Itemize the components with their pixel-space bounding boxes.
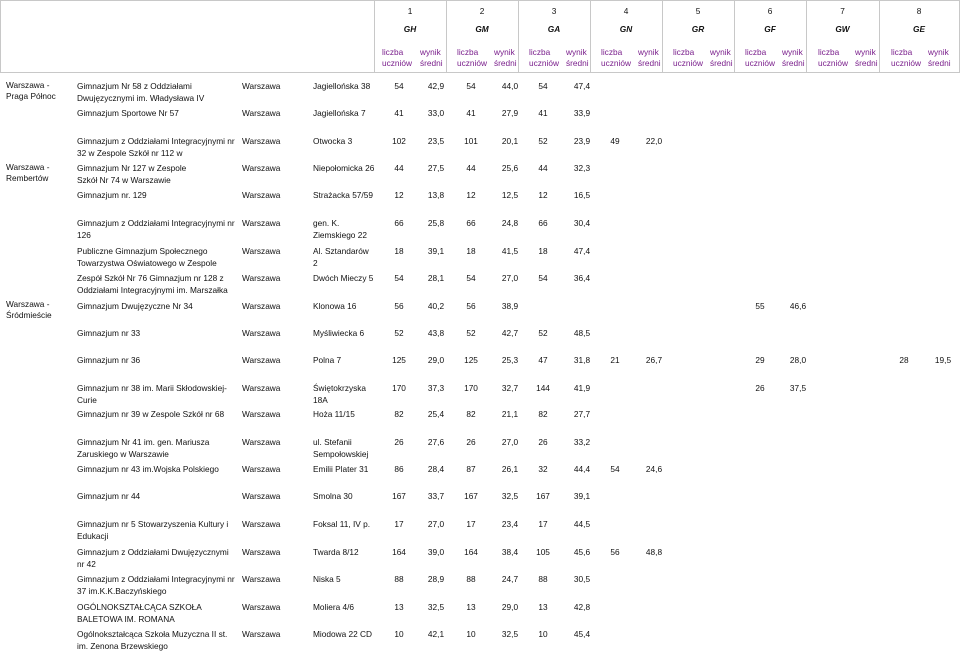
- address: Miodowa 22 CD: [313, 629, 373, 639]
- column-code: GR: [691, 24, 705, 34]
- average-score: 28,0: [789, 355, 807, 365]
- average-score: 32,3: [573, 163, 591, 173]
- address: Smolna 30: [313, 491, 353, 501]
- average-score: 38,4: [501, 547, 519, 557]
- students-count: 52: [538, 328, 548, 338]
- city: Warszawa: [242, 547, 281, 557]
- students-count: 52: [538, 136, 548, 146]
- average-score: 26,1: [501, 464, 519, 474]
- address: Jagiellońska 38: [313, 81, 371, 91]
- average-score: 25,6: [501, 163, 519, 173]
- students-count: 54: [394, 273, 404, 283]
- average-score: 45,4: [573, 629, 591, 639]
- average-score: 27,0: [501, 273, 519, 283]
- address: Hoża 11/15: [313, 409, 355, 419]
- average-score: 24,6: [645, 464, 663, 474]
- address: Polna 7: [313, 355, 342, 365]
- students-count: 44: [538, 163, 548, 173]
- sub-label-count: liczba uczniów: [382, 47, 412, 68]
- average-score: 27,0: [501, 437, 519, 447]
- city: Warszawa: [242, 163, 281, 173]
- address: ul. Stefanii Sempołowskiej: [313, 437, 369, 459]
- average-score: 16,5: [573, 190, 591, 200]
- school-name: Gimnazjum nr 44: [77, 491, 141, 501]
- average-score: 31,8: [573, 355, 591, 365]
- city: Warszawa: [242, 328, 281, 338]
- average-score: 13,8: [427, 190, 445, 200]
- school-name: Gimnazjum nr 38 im. Marii Skłodowskiej-Curie: [77, 383, 227, 405]
- students-count: 56: [394, 301, 404, 311]
- students-count: 13: [394, 602, 404, 612]
- students-count: 52: [466, 328, 476, 338]
- average-score: 41,9: [573, 383, 591, 393]
- average-score: 39,1: [427, 246, 445, 256]
- school-name: Gimnazjum z Oddziałami Dwujęzycznymi nr 42: [77, 547, 229, 569]
- average-score: 19,5: [934, 355, 952, 365]
- average-score: 23,4: [501, 519, 519, 529]
- average-score: 33,2: [573, 437, 591, 447]
- sub-label-count: liczba uczniów: [818, 47, 848, 68]
- average-score: 42,9: [427, 81, 445, 91]
- city: Warszawa: [242, 355, 281, 365]
- students-count: 101: [464, 136, 478, 146]
- average-score: 32,5: [501, 629, 519, 639]
- average-score: 29,0: [427, 355, 445, 365]
- students-count: 49: [610, 136, 620, 146]
- school-name: Gimnazjum z Oddziałami Integracyjnymi nr 126: [77, 218, 235, 240]
- average-score: 39,0: [427, 547, 445, 557]
- school-name: Gimnazjum Nr 127 w Zespole Szkół Nr 74 w Warszawie: [77, 163, 187, 185]
- city: Warszawa: [242, 437, 281, 447]
- school-name: Gimnazjum z Oddziałami Integracyjnymi nr 37 im.K.K.Baczyńskiego: [77, 574, 235, 596]
- students-count: 12: [538, 190, 548, 200]
- district-label: Warszawa - Rembertów: [6, 162, 50, 183]
- average-score: 26,7: [645, 355, 663, 365]
- students-count: 82: [394, 409, 404, 419]
- school-name: Gimnazjum nr 33: [77, 328, 141, 338]
- average-score: 48,8: [645, 547, 663, 557]
- students-count: 167: [464, 491, 478, 501]
- average-score: 28,1: [427, 273, 445, 283]
- district-label: Warszawa - Śródmieście: [6, 299, 52, 320]
- sub-label-score: wynik średni: [420, 47, 443, 68]
- sub-label-score: wynik średni: [494, 47, 517, 68]
- average-score: 24,8: [501, 218, 519, 228]
- city: Warszawa: [242, 383, 281, 393]
- students-count: 32: [538, 464, 548, 474]
- city: Warszawa: [242, 519, 281, 529]
- average-score: 30,5: [573, 574, 591, 584]
- students-count: 10: [538, 629, 548, 639]
- average-score: 27,6: [427, 437, 445, 447]
- students-count: 26: [538, 437, 548, 447]
- address: Myśliwiecka 6: [313, 328, 365, 338]
- students-count: 54: [394, 81, 404, 91]
- students-count: 18: [394, 246, 404, 256]
- students-count: 26: [466, 437, 476, 447]
- district-label: Warszawa - Praga Północ: [6, 80, 56, 101]
- sub-label-count: liczba uczniów: [601, 47, 631, 68]
- average-score: 27,7: [573, 409, 591, 419]
- average-score: 47,4: [573, 81, 591, 91]
- average-score: 48,5: [573, 328, 591, 338]
- students-count: 86: [394, 464, 404, 474]
- average-score: 42,8: [573, 602, 591, 612]
- school-name: Gimnazjum Dwujęzyczne Nr 34: [77, 301, 193, 311]
- school-name: Publiczne Gimnazjum Społecznego Towarzystwa Oświatowego w Zespole: [77, 246, 217, 268]
- average-score: 43,8: [427, 328, 445, 338]
- column-number: 1: [407, 6, 413, 16]
- average-score: 21,1: [501, 409, 519, 419]
- sub-label-score: wynik średni: [638, 47, 661, 68]
- students-count: 144: [536, 383, 550, 393]
- average-score: 41,5: [501, 246, 519, 256]
- school-name: Zespół Szkół Nr 76 Gimnazjum nr 128 z Oddziałami Integracyjnymi im. Marszałka: [77, 273, 228, 295]
- average-score: 45,6: [573, 547, 591, 557]
- city: Warszawa: [242, 491, 281, 501]
- students-count: 54: [466, 81, 476, 91]
- column-number: 2: [479, 6, 485, 16]
- column-number: 6: [767, 6, 773, 16]
- column-number: 4: [623, 6, 629, 16]
- students-count: 41: [538, 108, 548, 118]
- average-score: 29,0: [501, 602, 519, 612]
- school-name: OGÓLNOKSZTAŁCĄCA SZKOŁA BALETOWA IM. ROMANA: [77, 602, 202, 624]
- school-name: Ogólnokształcąca Szkoła Muzyczna II st. im. Zenona Brzewskiego: [77, 629, 228, 651]
- students-count: 82: [538, 409, 548, 419]
- average-score: 24,7: [501, 574, 519, 584]
- average-score: 22,0: [645, 136, 663, 146]
- students-count: 13: [466, 602, 476, 612]
- city: Warszawa: [242, 574, 281, 584]
- column-code: GA: [547, 24, 561, 34]
- students-count: 66: [394, 218, 404, 228]
- students-count: 29: [755, 355, 765, 365]
- students-count: 12: [466, 190, 476, 200]
- school-name: Gimnazjum nr. 129: [77, 190, 147, 200]
- school-name: Gimnazjum Nr 41 im. gen. Mariusza Zaruskiego w Warszawie: [77, 437, 210, 459]
- school-name: Gimnazjum Sportowe Nr 57: [77, 108, 179, 118]
- sub-label-score: wynik średni: [928, 47, 951, 68]
- students-count: 164: [392, 547, 406, 557]
- students-count: 12: [394, 190, 404, 200]
- students-count: 26: [394, 437, 404, 447]
- column-code: GN: [619, 24, 633, 34]
- students-count: 52: [394, 328, 404, 338]
- column-code: GE: [913, 24, 925, 34]
- address: gen. K. Ziemskiego 22: [313, 218, 367, 240]
- students-count: 18: [538, 246, 548, 256]
- column-number: 8: [916, 6, 922, 16]
- average-score: 44,5: [573, 519, 591, 529]
- students-count: 102: [392, 136, 406, 146]
- average-score: 30,4: [573, 218, 591, 228]
- students-count: 88: [538, 574, 548, 584]
- students-count: 164: [464, 547, 478, 557]
- sub-label-score: wynik średni: [710, 47, 733, 68]
- students-count: 28: [899, 355, 909, 365]
- address: Świętokrzyska 18A: [313, 383, 367, 405]
- students-count: 54: [610, 464, 620, 474]
- city: Warszawa: [242, 273, 281, 283]
- students-count: 88: [394, 574, 404, 584]
- city: Warszawa: [242, 464, 281, 474]
- students-count: 82: [466, 409, 476, 419]
- city: Warszawa: [242, 81, 281, 91]
- average-score: 25,3: [501, 355, 519, 365]
- address: Otwocka 3: [313, 136, 353, 146]
- students-count: 125: [464, 355, 478, 365]
- school-name: Gimnazjum nr 39 w Zespole Szkół nr 68: [77, 409, 225, 419]
- average-score: 25,8: [427, 218, 445, 228]
- students-count: 170: [464, 383, 478, 393]
- students-count: 44: [394, 163, 404, 173]
- students-count: 17: [394, 519, 404, 529]
- address: Moliera 4/6: [313, 602, 355, 612]
- students-count: 55: [755, 301, 765, 311]
- city: Warszawa: [242, 246, 281, 256]
- students-count: 17: [538, 519, 548, 529]
- city: Warszawa: [242, 602, 281, 612]
- column-number: 3: [551, 6, 557, 16]
- average-score: 32,7: [501, 383, 519, 393]
- students-count: 125: [392, 355, 406, 365]
- students-count: 17: [466, 519, 476, 529]
- average-score: 20,1: [501, 136, 519, 146]
- city: Warszawa: [242, 108, 281, 118]
- students-count: 167: [392, 491, 406, 501]
- average-score: 42,1: [427, 629, 445, 639]
- sub-label-count: liczba uczniów: [891, 47, 921, 68]
- column-code: GF: [764, 24, 776, 34]
- sub-label-count: liczba uczniów: [457, 47, 487, 68]
- students-count: 54: [538, 273, 548, 283]
- sub-label-count: liczba uczniów: [745, 47, 775, 68]
- average-score: 33,9: [573, 108, 591, 118]
- city: Warszawa: [242, 629, 281, 639]
- sub-label-score: wynik średni: [566, 47, 589, 68]
- address: Foksal 11, IV p.: [313, 519, 371, 529]
- address: Dwóch Mieczy 5: [313, 273, 374, 283]
- address: Niska 5: [313, 574, 341, 584]
- address: Twarda 8/12: [313, 547, 359, 557]
- sub-label-score: wynik średni: [782, 47, 805, 68]
- students-count: 21: [610, 355, 620, 365]
- sub-label-count: liczba uczniów: [673, 47, 703, 68]
- average-score: 33,0: [427, 108, 445, 118]
- students-count: 10: [394, 629, 404, 639]
- city: Warszawa: [242, 301, 281, 311]
- students-count: 47: [538, 355, 548, 365]
- students-count: 44: [466, 163, 476, 173]
- average-score: 25,4: [427, 409, 445, 419]
- average-score: 32,5: [427, 602, 445, 612]
- students-count: 88: [466, 574, 476, 584]
- students-count: 54: [466, 273, 476, 283]
- average-score: 39,1: [573, 491, 591, 501]
- average-score: 12,5: [501, 190, 519, 200]
- sub-label-count: liczba uczniów: [529, 47, 559, 68]
- city: Warszawa: [242, 190, 281, 200]
- school-name: Gimnazjum nr 43 im.Wojska Polskiego: [77, 464, 219, 474]
- students-count: 167: [536, 491, 550, 501]
- average-score: 37,5: [789, 383, 807, 393]
- average-score: 27,0: [427, 519, 445, 529]
- city: Warszawa: [242, 218, 281, 228]
- average-score: 28,4: [427, 464, 445, 474]
- students-count: 87: [466, 464, 476, 474]
- school-name: Gimnazjum nr 5 Stowarzyszenia Kultury i Edukacji: [77, 519, 229, 541]
- students-count: 66: [466, 218, 476, 228]
- city: Warszawa: [242, 409, 281, 419]
- students-count: 54: [538, 81, 548, 91]
- column-number: 5: [695, 6, 701, 16]
- address: Klonowa 16: [313, 301, 357, 311]
- average-score: 28,9: [427, 574, 445, 584]
- average-score: 23,5: [427, 136, 445, 146]
- students-count: 56: [610, 547, 620, 557]
- school-name: Gimnazjum Nr 58 z Oddziałami Dwujęzycznymi im. Władysława IV: [77, 81, 205, 103]
- students-count: 10: [466, 629, 476, 639]
- students-count: 18: [466, 246, 476, 256]
- address: Al. Sztandarów 2: [313, 246, 369, 268]
- column-code: GM: [475, 24, 489, 34]
- average-score: 44,4: [573, 464, 591, 474]
- average-score: 33,7: [427, 491, 445, 501]
- address: Emilii Plater 31: [313, 464, 369, 474]
- students-count: 26: [755, 383, 765, 393]
- average-score: 23,9: [573, 136, 591, 146]
- students-count: 41: [466, 108, 476, 118]
- average-score: 38,9: [501, 301, 519, 311]
- average-score: 42,7: [501, 328, 519, 338]
- average-score: 27,9: [501, 108, 519, 118]
- address: Strażacka 57/59: [313, 190, 373, 200]
- students-count: 170: [392, 383, 406, 393]
- address: Niepołomicka 26: [313, 163, 375, 173]
- column-code: GW: [835, 24, 850, 34]
- city: Warszawa: [242, 136, 281, 146]
- students-count: 41: [394, 108, 404, 118]
- students-count: 56: [466, 301, 476, 311]
- average-score: 37,3: [427, 383, 445, 393]
- column-code: GH: [403, 24, 417, 34]
- address: Jagiellońska 7: [313, 108, 366, 118]
- average-score: 40,2: [427, 301, 445, 311]
- average-score: 46,6: [789, 301, 807, 311]
- students-count: 105: [536, 547, 550, 557]
- school-name: Gimnazjum nr 36: [77, 355, 141, 365]
- average-score: 27,5: [427, 163, 445, 173]
- average-score: 36,4: [573, 273, 591, 283]
- average-score: 47,4: [573, 246, 591, 256]
- school-name: Gimnazjum z Oddziałami Integracyjnymi nr 32 w Zespole Szkół nr 112 w: [77, 136, 235, 158]
- average-score: 44,0: [501, 81, 519, 91]
- sub-label-score: wynik średni: [855, 47, 878, 68]
- average-score: 32,5: [501, 491, 519, 501]
- column-number: 7: [840, 6, 845, 16]
- students-count: 66: [538, 218, 548, 228]
- students-count: 13: [538, 602, 548, 612]
